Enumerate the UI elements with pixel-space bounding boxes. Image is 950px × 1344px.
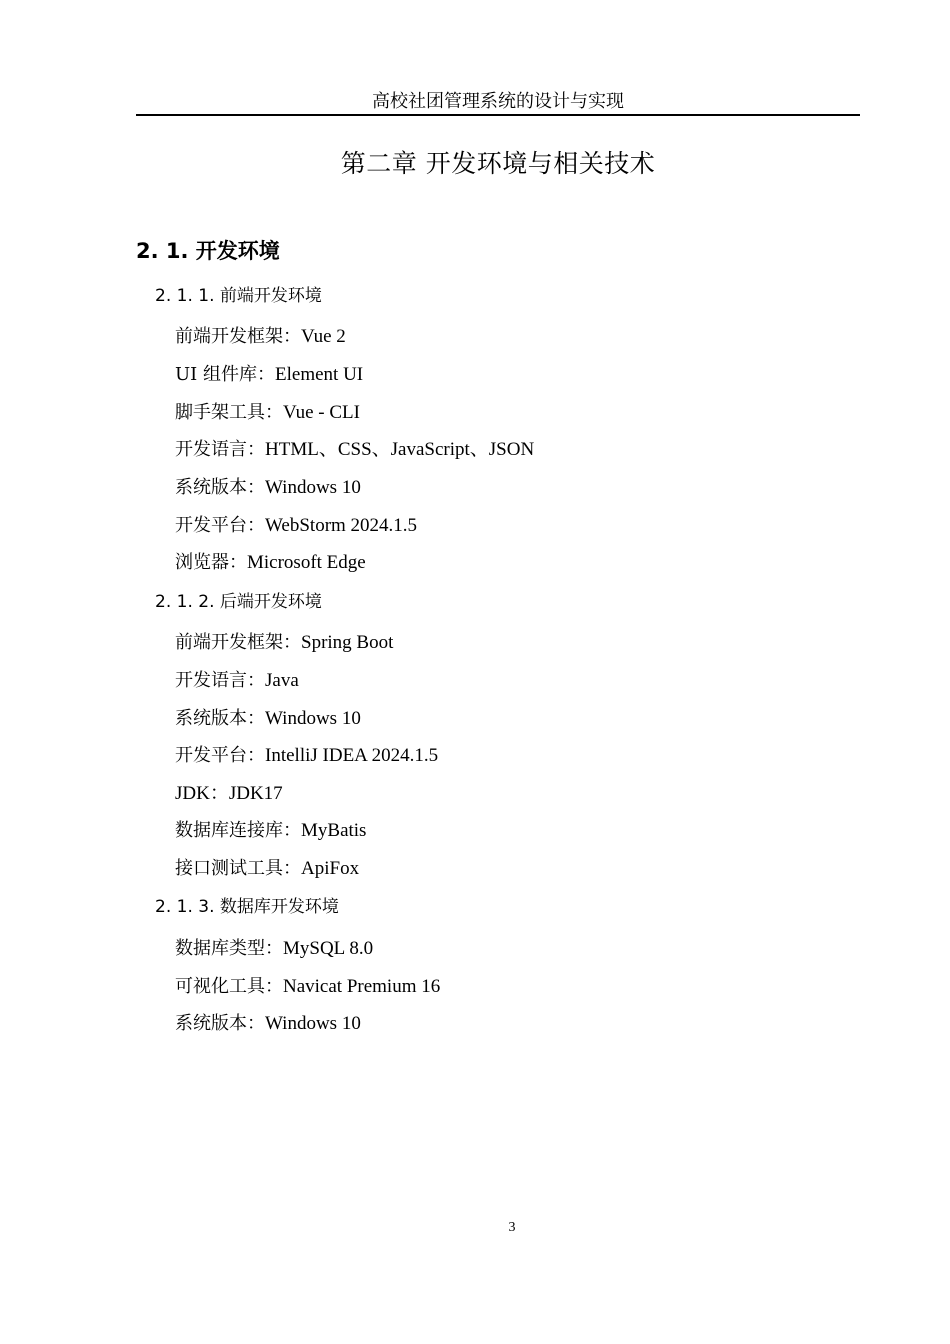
item-label: 开发平台： (175, 745, 265, 766)
item-label: 开发语言： (175, 439, 265, 460)
item-value: HTML、CSS、JavaScript、JSON (265, 439, 535, 460)
item-label: 开发语言： (175, 670, 265, 691)
item-label: 脚手架工具： (175, 402, 283, 423)
item-label: 系统版本： (175, 477, 265, 498)
item-value: Microsoft Edge (247, 552, 366, 573)
section-heading: 2. 1. 开发环境 (136, 239, 280, 263)
item-value: Spring Boot (301, 632, 394, 653)
list-item (175, 744, 438, 768)
item-value: Vue 2 (301, 326, 346, 347)
list-item (175, 363, 363, 387)
list-item (175, 1012, 361, 1036)
item-label: 前端开发框架： (175, 326, 301, 347)
subsection-heading-frontend: 2. 1. 1. 前端开发环境 (155, 286, 322, 306)
list-item (175, 401, 360, 425)
list-item (175, 631, 393, 655)
item-label: 开发平台： (175, 515, 265, 536)
list-item (175, 551, 366, 575)
item-value: Element UI (275, 364, 364, 385)
item-label: 数据库连接库： (175, 820, 301, 841)
item-value: ApiFox (301, 858, 360, 879)
running-header: 高校社团管理系统的设计与实现 (136, 90, 860, 116)
list-item (175, 975, 440, 999)
item-label: 可视化工具： (175, 976, 283, 997)
item-value: Windows 10 (265, 1013, 361, 1034)
item-value: Windows 10 (265, 708, 361, 729)
item-value: MyBatis (301, 820, 367, 841)
item-value: WebStorm 2024.1.5 (265, 515, 418, 536)
list-item (175, 325, 346, 349)
item-value: Java (265, 670, 299, 691)
subsection-heading-backend: 2. 1. 2. 后端开发环境 (155, 592, 322, 612)
item-value: Windows 10 (265, 477, 361, 498)
item-label: 系统版本： (175, 1013, 265, 1034)
item-value: IntelliJ IDEA 2024.1.5 (265, 745, 439, 766)
item-label: JDK： (175, 783, 229, 804)
list-item (175, 707, 361, 731)
item-value: Navicat Premium 16 (283, 976, 441, 997)
chapter-title: 第二章 开发环境与相关技术 (340, 149, 656, 178)
item-label: UI 组件库： (175, 364, 276, 385)
item-label: 浏览器： (175, 552, 247, 573)
list-item (175, 937, 373, 961)
item-label: 前端开发框架： (175, 632, 301, 653)
list-item (175, 819, 366, 843)
list-item (175, 669, 299, 693)
list-item (175, 476, 361, 500)
list-item (175, 782, 283, 806)
subsection-heading-database: 2. 1. 3. 数据库开发环境 (155, 897, 339, 917)
list-item (175, 857, 359, 881)
item-label: 系统版本： (175, 708, 265, 729)
item-label: 接口测试工具： (175, 858, 301, 879)
item-value: Vue - CLI (283, 402, 360, 423)
page-number: 3 (508, 1220, 516, 1235)
item-value: JDK17 (228, 783, 283, 804)
list-item (175, 438, 534, 462)
item-value: MySQL 8.0 (283, 938, 374, 959)
list-item (175, 514, 417, 538)
item-label: 数据库类型： (175, 938, 283, 959)
